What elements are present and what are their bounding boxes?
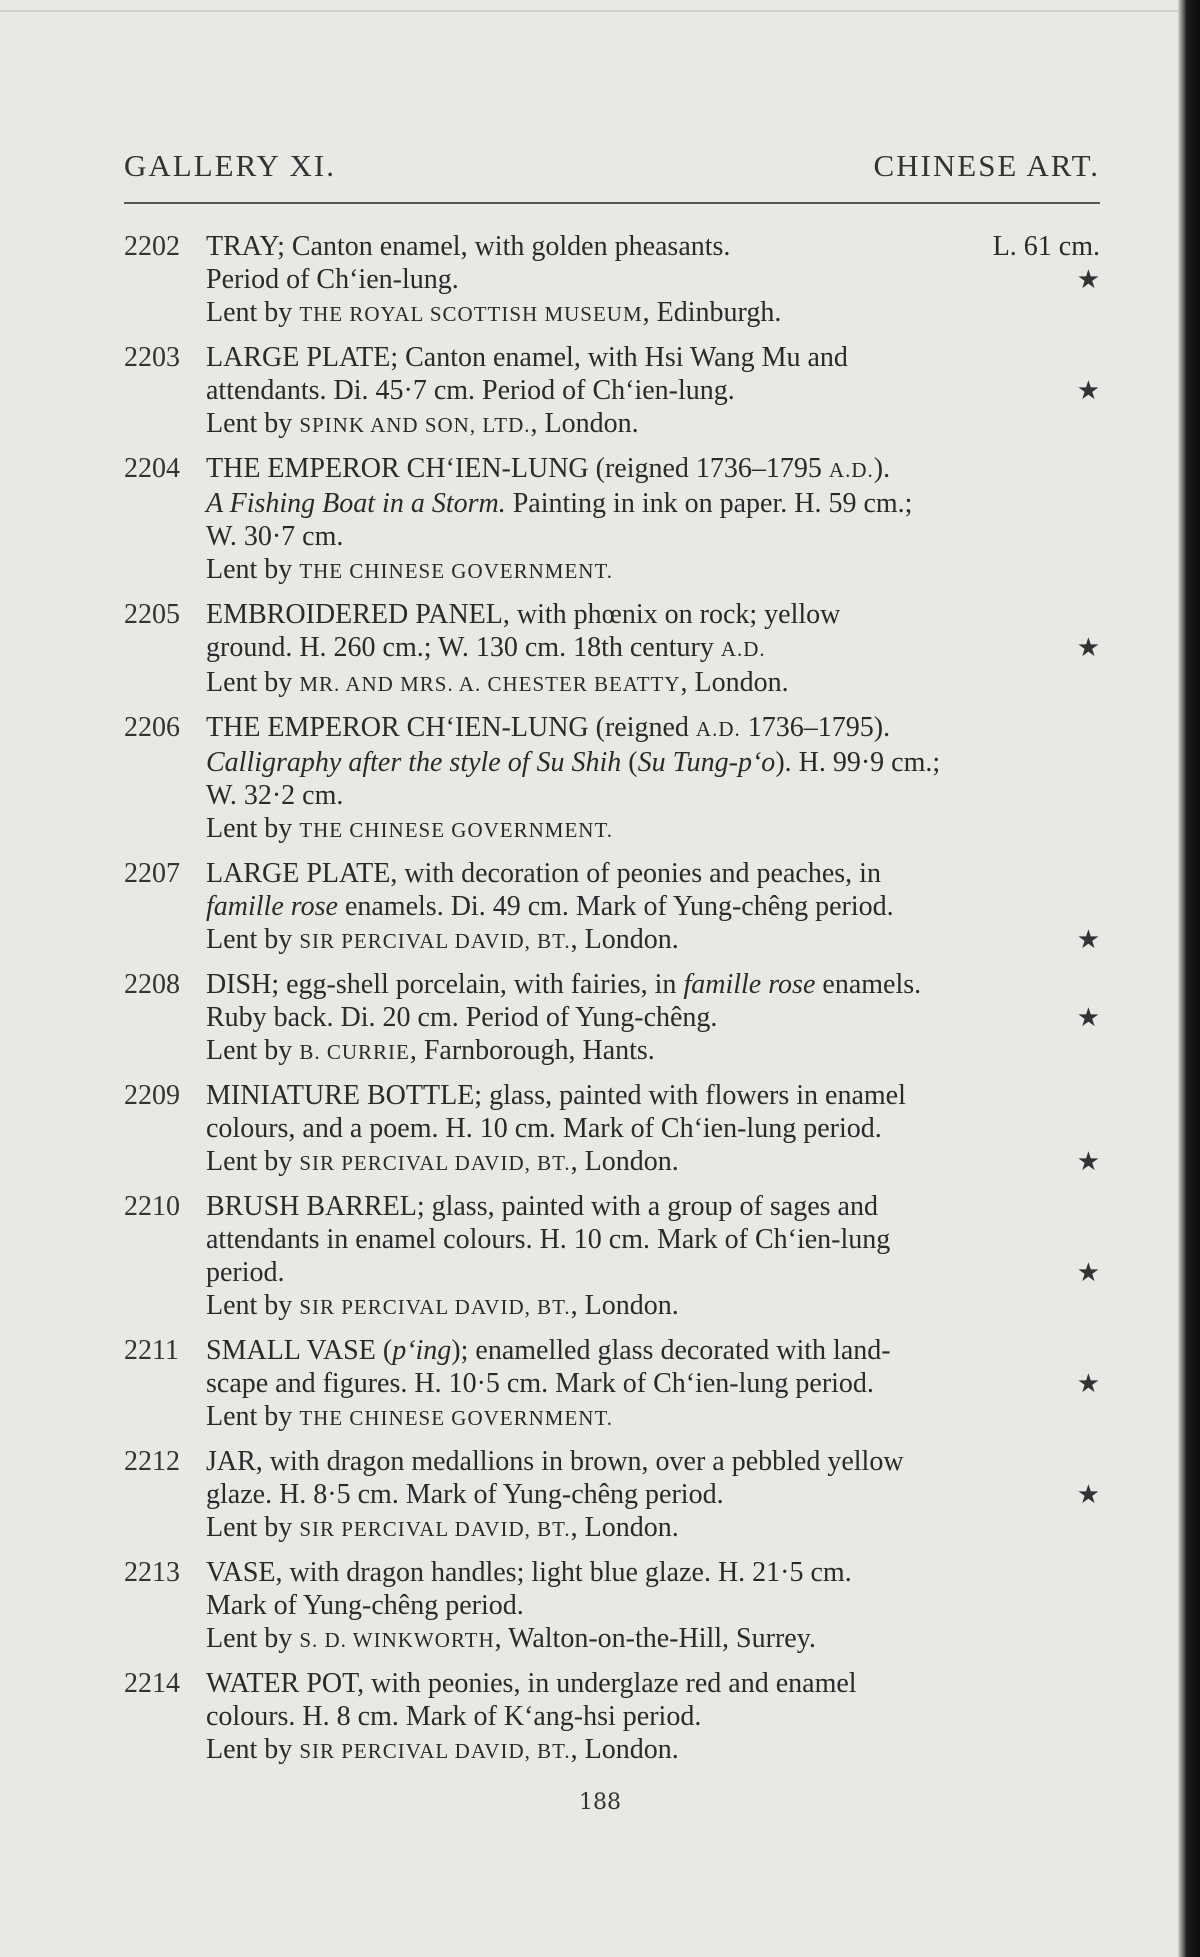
- lent-by: Lent by SIR PERCIVAL DAVID, BT., London.: [206, 1146, 679, 1177]
- star-icon: ★: [1076, 1147, 1100, 1176]
- book-spine-edge: [1178, 0, 1200, 1957]
- entry-title: TRAY; Canton enamel, with golden pheasants.: [206, 231, 731, 262]
- entry-2205: [124, 598, 1100, 701]
- lent-by: Lent by THE CHINESE GOVERNMENT.: [206, 1401, 613, 1432]
- entry-2203: [124, 341, 1100, 442]
- catalogue-entries: [124, 230, 1100, 1768]
- lender-name: SIR PERCIVAL DAVID, BT.: [299, 1517, 571, 1541]
- entry-description: colours. H. 8 cm. Mark of K‘ang-hsi period.: [206, 1701, 702, 1732]
- entry-2209: [124, 1079, 1100, 1180]
- star-icon: ★: [1076, 1369, 1100, 1398]
- entry-title: LARGE PLATE; Canton enamel, with Hsi Wang Mu and: [206, 342, 848, 373]
- star-icon: ★: [1076, 1003, 1100, 1032]
- entry-number: 2208: [124, 969, 180, 1000]
- star-icon: ★: [1076, 633, 1100, 662]
- lender-name: SIR PERCIVAL DAVID, BT.: [299, 1295, 571, 1319]
- entry-2207: [124, 857, 1100, 958]
- entry-number: 2207: [124, 858, 180, 889]
- entry-description: scape and figures. H. 10·5 cm. Mark of Ch‘ien-lung period.: [206, 1368, 874, 1399]
- lent-by: Lent by S. D. WINKWORTH, Walton-on-the-Hill, Surrey.: [206, 1623, 816, 1654]
- entry-2212: [124, 1445, 1100, 1546]
- entry-number: 2214: [124, 1668, 180, 1699]
- entry-title: THE EMPEROR CH‘IEN-LUNG (reigned 1736–1795 A.D.).: [206, 453, 891, 484]
- page-number: 188: [579, 1790, 621, 1815]
- entry-title: DISH; egg-shell porcelain, with fairies, in famille rose enamels.: [206, 969, 922, 1000]
- star-icon: ★: [1076, 925, 1100, 954]
- entry-number: 2213: [124, 1557, 180, 1588]
- entry-description: attendants. Di. 45·7 cm. Period of Ch‘ien-lung.: [206, 375, 735, 406]
- entry-description: A Fishing Boat in a Storm. Painting in ink on paper. H. 59 cm.;: [206, 488, 913, 519]
- lent-by: Lent by SIR PERCIVAL DAVID, BT., London.: [206, 1734, 679, 1765]
- lent-by: Lent by SIR PERCIVAL DAVID, BT., London.: [206, 1512, 679, 1543]
- entry-number: 2209: [124, 1080, 180, 1111]
- entry-description: ground. H. 260 cm.; W. 130 cm. 18th century A.D.: [206, 632, 766, 663]
- entry-number: 2210: [124, 1191, 180, 1222]
- entry-title: THE EMPEROR CH‘IEN-LUNG (reigned A.D. 1736–1795).: [206, 712, 891, 743]
- entry-period: period.: [206, 1257, 285, 1288]
- entry-title: BRUSH BARREL; glass, painted with a group of sages and: [206, 1191, 878, 1222]
- lender-name: SPINK AND SON, LTD.: [299, 413, 531, 437]
- entry-2213: [124, 1556, 1100, 1657]
- entry-period: Period of Ch‘ien-lung.: [206, 264, 459, 295]
- lent-by: Lent by SIR PERCIVAL DAVID, BT., London.: [206, 1290, 679, 1321]
- entry-number: 2212: [124, 1446, 180, 1477]
- lender-name: MR. AND MRS. A. CHESTER BEATTY: [299, 672, 681, 696]
- star-icon: ★: [1076, 1480, 1100, 1509]
- lent-by: Lent by B. CURRIE, Farnborough, Hants.: [206, 1035, 655, 1066]
- lent-by: Lent by SIR PERCIVAL DAVID, BT., London.: [206, 924, 679, 955]
- lent-by: Lent by THE CHINESE GOVERNMENT.: [206, 813, 613, 844]
- entry-number: 2205: [124, 599, 180, 630]
- entry-2211: [124, 1334, 1100, 1435]
- entry-title: JAR, with dragon medallions in brown, over a pebbled yellow: [206, 1446, 904, 1477]
- entry-2204: [124, 452, 1100, 588]
- entry-description: Mark of Yung-chêng period.: [206, 1590, 524, 1621]
- entry-number: 2203: [124, 342, 180, 373]
- entry-description: colours, and a poem. H. 10 cm. Mark of Ch‘ien-lung period.: [206, 1113, 882, 1144]
- entry-title: EMBROIDERED PANEL, with phœnix on rock; yellow: [206, 599, 841, 630]
- star-icon: ★: [1076, 265, 1100, 294]
- entry-size: L. 61 cm.: [992, 231, 1100, 262]
- lender-name: B. CURRIE: [299, 1040, 410, 1064]
- entry-description: Calligraphy after the style of Su Shih (Su Tung-p‘o). H. 99·9 cm.;: [206, 747, 941, 778]
- lender-name: THE ROYAL SCOTTISH MUSEUM: [299, 302, 643, 326]
- lender-name: THE CHINESE GOVERNMENT.: [299, 1406, 613, 1430]
- entry-title: WATER POT, with peonies, in underglaze red and enamel: [206, 1668, 857, 1699]
- star-icon: ★: [1076, 1258, 1100, 1287]
- entry-title: LARGE PLATE, with decoration of peonies and peaches, in: [206, 858, 881, 889]
- entry-description: famille rose enamels. Di. 49 cm. Mark of Yung-chêng period.: [206, 891, 894, 922]
- entry-2210: [124, 1190, 1100, 1324]
- entry-number: 2202: [124, 231, 180, 262]
- entry-number: 2206: [124, 712, 180, 743]
- entry-number: 2211: [124, 1335, 179, 1366]
- entry-2208: [124, 968, 1100, 1069]
- entry-description: attendants in enamel colours. H. 10 cm. Mark of Ch‘ien-lung: [206, 1224, 891, 1255]
- entry-2206: [124, 711, 1100, 847]
- entry-width: W. 30·7 cm.: [206, 521, 344, 552]
- top-rule: [0, 10, 1180, 12]
- entry-title: VASE, with dragon handles; light blue glaze. H. 21·5 cm.: [206, 1557, 852, 1588]
- lent-by: Lent by SPINK AND SON, LTD., London.: [206, 408, 639, 439]
- lender-name: THE CHINESE GOVERNMENT.: [299, 559, 613, 583]
- lent-by: Lent by THE CHINESE GOVERNMENT.: [206, 554, 613, 585]
- entry-description: Ruby back. Di. 20 cm. Period of Yung-chêng.: [206, 1002, 718, 1033]
- entry-title: SMALL VASE (p‘ing); enamelled glass decorated with land-: [206, 1335, 891, 1366]
- entry-title: MINIATURE BOTTLE; glass, painted with flowers in enamel: [206, 1080, 906, 1111]
- lent-by: Lent by MR. AND MRS. A. CHESTER BEATTY, London.: [206, 667, 789, 698]
- header-section: CHINESE ART.: [873, 148, 1100, 183]
- lender-name: THE CHINESE GOVERNMENT.: [299, 818, 613, 842]
- lender-name: SIR PERCIVAL DAVID, BT.: [299, 929, 571, 953]
- page-content: [124, 148, 1100, 1778]
- entry-2202: [124, 230, 1100, 331]
- running-header: [124, 148, 1100, 204]
- entry-number: 2204: [124, 453, 180, 484]
- star-icon: ★: [1076, 376, 1100, 405]
- lender-name: SIR PERCIVAL DAVID, BT.: [299, 1151, 571, 1175]
- entry-2214: [124, 1667, 1100, 1768]
- entry-width: W. 32·2 cm.: [206, 780, 344, 811]
- lender-name: S. D. WINKWORTH: [299, 1628, 495, 1652]
- entry-description: glaze. H. 8·5 cm. Mark of Yung-chêng period.: [206, 1479, 724, 1510]
- lender-name: SIR PERCIVAL DAVID, BT.: [299, 1739, 571, 1763]
- lent-by: Lent by THE ROYAL SCOTTISH MUSEUM, Edinburgh.: [206, 297, 782, 328]
- header-gallery: GALLERY XI.: [124, 148, 336, 183]
